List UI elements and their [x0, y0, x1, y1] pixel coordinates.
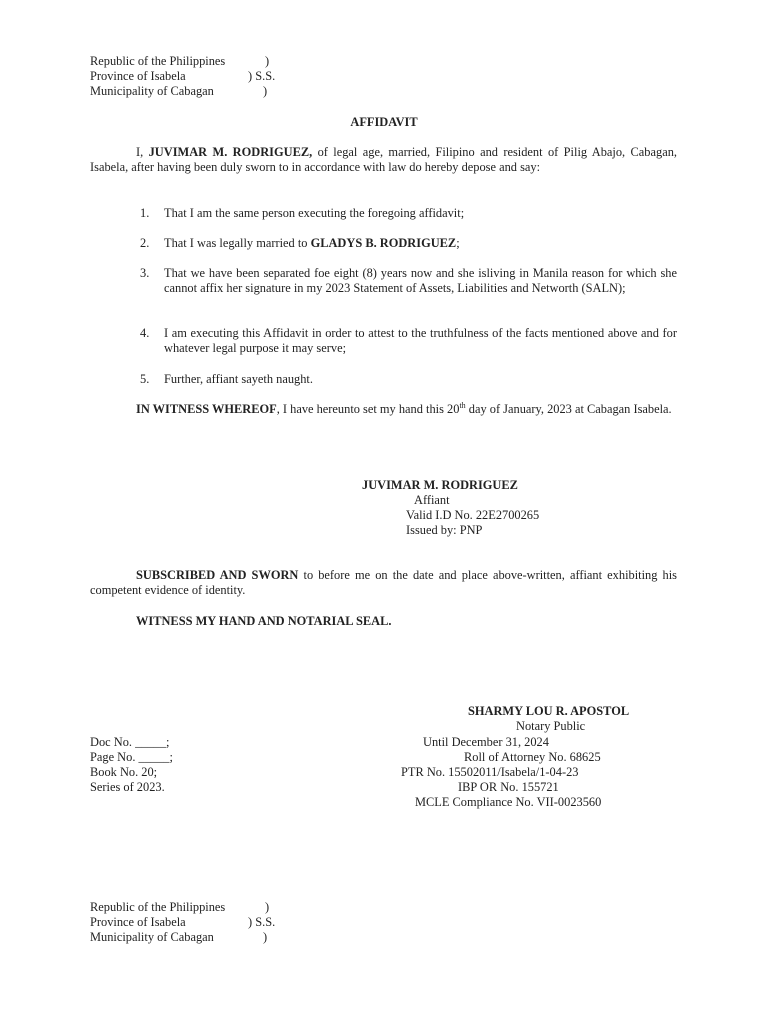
witness-paragraph — [90, 402, 677, 417]
notary-mcle: MCLE Compliance No. VII-0023560 — [415, 795, 602, 809]
notary-roll-number: Roll of Attorney No. 68625 — [464, 750, 601, 764]
notary-commission-until: Until December 31, 2024 — [423, 735, 549, 749]
venue-paren: ) — [263, 930, 268, 944]
venue-paren: ) — [265, 900, 270, 914]
intro-paragraph — [90, 145, 677, 175]
venue-paren: ) — [263, 84, 268, 98]
document-title: AFFIDAVIT — [350, 115, 418, 129]
affiant-id-issuer: Issued by: PNP — [406, 523, 483, 537]
venue-province: Province of Isabela — [90, 915, 186, 929]
affiant-name-inline: JUVIMAR M. RODRIGUEZ, — [148, 145, 313, 159]
venue-province: Province of Isabela — [90, 69, 186, 83]
list-item-number: 4. — [140, 326, 150, 340]
jurat-text: to before me on the date and place above-written, affiant exhibiting his competent evidence of identity. — [90, 568, 677, 597]
doc-number: Doc No. _____; — [90, 735, 170, 749]
venue-ss: ) S.S. — [248, 69, 276, 83]
affiant-name: JUVIMAR M. RODRIGUEZ — [362, 478, 518, 492]
list-item-number: 1. — [140, 206, 150, 220]
venue-paren: ) — [265, 54, 270, 68]
list-item-text: ; — [456, 236, 460, 250]
notarial-seal-line: WITNESS MY HAND AND NOTARIAL SEAL. — [136, 614, 392, 628]
notary-name: SHARMY LOU R. APOSTOL — [468, 704, 630, 718]
intro-text: of legal age, married, Filipino and resident of Pilig Abajo, Cabagan, Isabela, after having been duly sworn to in accordance with law do hereby depose and say: — [90, 145, 677, 174]
spouse-name: GLADYS B. RODRIGUEZ — [310, 236, 457, 250]
list-item-text: That I was legally married to — [164, 236, 311, 250]
venue-country: Republic of the Philippines — [90, 54, 226, 68]
witness-heading: IN WITNESS WHEREOF — [136, 402, 277, 416]
list-item — [164, 236, 677, 251]
notary-title: Notary Public — [516, 719, 586, 733]
notary-ptr: PTR No. 15502011/Isabela/1-04-23 — [401, 765, 579, 779]
series-year: Series of 2023. — [90, 780, 165, 794]
list-item-number: 5. — [140, 372, 150, 386]
jurat-paragraph — [90, 568, 677, 598]
list-item-number: 2. — [140, 236, 150, 250]
affiant-id: Valid I.D No. 22E2700265 — [406, 508, 540, 522]
witness-text: , I have hereunto set my hand this 20 — [276, 402, 460, 416]
notary-ibp: IBP OR No. 155721 — [458, 780, 559, 794]
affiant-role: Affiant — [414, 493, 450, 507]
list-item-number: 3. — [140, 266, 150, 280]
list-item: I am executing this Affidavit in order to attest to the truthfulness of the facts mentioned above and for whatever legal purpose it may serve; — [164, 326, 677, 355]
venue-municipality: Municipality of Cabagan — [90, 84, 214, 98]
list-item: Further, affiant sayeth naught. — [164, 372, 313, 386]
venue-ss: ) S.S. — [248, 915, 276, 929]
jurat-heading: SUBSCRIBED AND SWORN — [136, 568, 299, 582]
witness-text: day of January, 2023 at Cabagan Isabela. — [465, 402, 672, 416]
venue-municipality: Municipality of Cabagan — [90, 930, 214, 944]
page-number: Page No. _____; — [90, 750, 173, 764]
date-suffix: th — [459, 400, 466, 410]
venue-country: Republic of the Philippines — [90, 900, 226, 914]
list-item: That I am the same person executing the foregoing affidavit; — [164, 206, 465, 220]
list-item: That we have been separated foe eight (8) years now and she isliving in Manila reason for which she cannot affix her signature in my 2023 Statement of Assets, Liabilities and Networth (SALN); — [164, 266, 677, 295]
book-number: Book No. 20; — [90, 765, 158, 779]
intro-prefix: I, — [136, 145, 149, 159]
